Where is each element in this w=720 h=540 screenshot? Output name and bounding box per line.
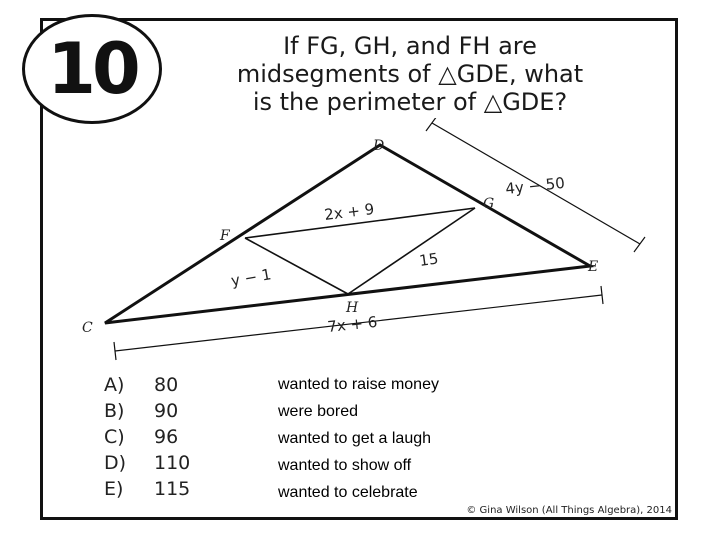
vertex-label-e: E	[588, 259, 599, 275]
question-line-2: midsegments of △GDE, what	[236, 60, 584, 88]
question-text	[160, 32, 660, 116]
problem-number: 10	[47, 28, 137, 110]
overlay-item: wanted to get a laugh	[278, 430, 432, 447]
choice-value: 110	[154, 452, 191, 474]
vertex-label-h: H	[346, 300, 359, 316]
triangle-figure	[60, 118, 660, 368]
copyright-notice: © Gina Wilson (All Things Algebra), 2014	[466, 505, 672, 516]
choice-e[interactable]	[104, 478, 244, 504]
vertex-label-c: C	[82, 320, 93, 336]
vertex-label-f: F	[220, 228, 230, 244]
choice-value: 90	[154, 400, 179, 422]
overlay-item: were bored	[278, 403, 359, 420]
choice-d[interactable]	[104, 452, 244, 478]
vertex-label-d: D	[373, 138, 385, 154]
choice-value: 80	[154, 374, 179, 396]
choice-a[interactable]	[104, 374, 244, 400]
choice-letter: C)	[104, 426, 125, 448]
question-line-1: If FG, GH, and FH are	[283, 32, 537, 60]
choice-letter: B)	[104, 400, 125, 422]
expression-fg: 2x + 9	[323, 200, 376, 224]
choice-letter: E)	[104, 478, 124, 500]
choice-value: 96	[154, 426, 179, 448]
choice-value: 115	[154, 478, 191, 500]
question-line-3: is the perimeter of △GDE?	[252, 88, 568, 116]
overlay-item: wanted to show off	[278, 457, 412, 474]
triangle-cde	[105, 145, 590, 323]
expression-ge-side: 4y − 50	[504, 173, 566, 198]
overlay-item: wanted to celebrate	[278, 484, 418, 501]
vertex-label-g: G	[483, 196, 495, 212]
expression-gh: 15	[418, 249, 440, 270]
overlay-item: wanted to raise money	[278, 376, 439, 393]
expression-fh: y − 1	[229, 265, 273, 290]
choice-c[interactable]	[104, 426, 244, 452]
choice-b[interactable]	[104, 400, 244, 426]
choice-letter: A)	[104, 374, 125, 396]
choice-letter: D)	[104, 452, 127, 474]
expression-ce-bottom: 7x + 6	[326, 312, 379, 336]
problem-number-badge	[22, 14, 162, 124]
